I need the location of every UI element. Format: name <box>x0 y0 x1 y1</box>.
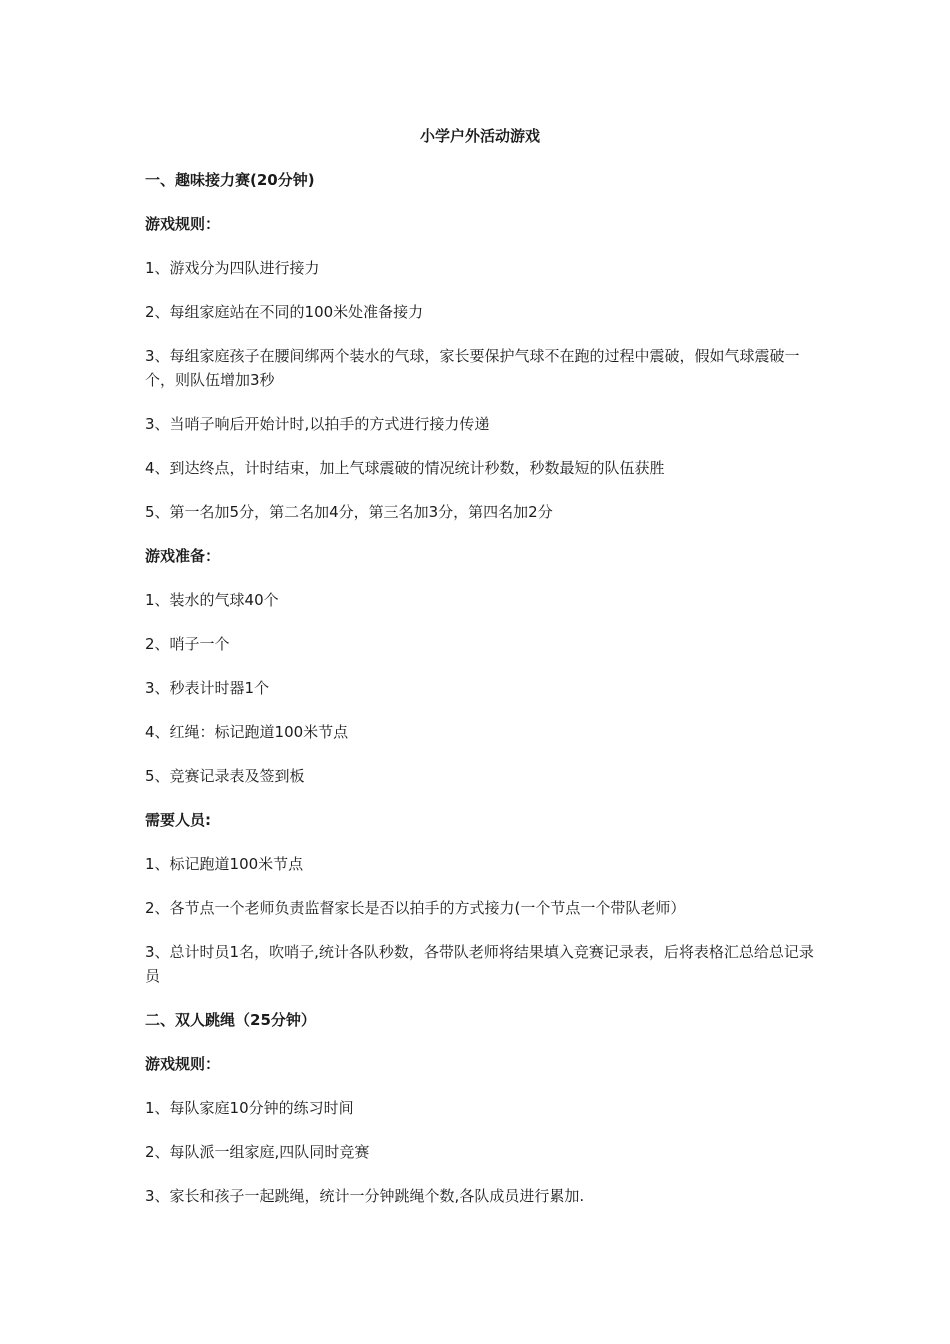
list-item: 2、每组家庭站在不同的100米处准备接力 <box>145 303 424 321</box>
list-item: 1、装水的气球40个 <box>145 591 279 609</box>
list-item: 5、竞赛记录表及签到板 <box>145 767 305 785</box>
list-item: 3、每组家庭孩子在腰间绑两个装水的气球，家长要保护气球不在跑的过程中震破，假如气球震破一个，则队伍增加3秒 <box>145 347 800 389</box>
section-heading: 一、趣味接力赛(20分钟) <box>145 171 315 189</box>
list-item: 2、哨子一个 <box>145 635 230 653</box>
list-item: 1、游戏分为四队进行接力 <box>145 259 320 277</box>
document-body <box>145 124 815 1228</box>
list-item: 2、各节点一个老师负责监督家长是否以拍手的方式接力(一个节点一个带队老师） <box>145 899 686 917</box>
list-item: 4、到达终点，计时结束，加上气球震破的情况统计秒数，秒数最短的队伍获胜 <box>145 459 665 477</box>
list-item: 3、总计时员1名，吹哨子,统计各队秒数，各带队老师将结果填入竞赛记录表，后将表格汇总给总记录员 <box>145 943 814 985</box>
section-heading: 游戏规则： <box>145 215 221 233</box>
list-item: 2、每队派一组家庭,四队同时竞赛 <box>145 1143 370 1161</box>
section-heading: 二、双人跳绳（25分钟） <box>145 1011 316 1029</box>
list-item: 5、第一名加5分，第二名加4分，第三名加3分，第四名加2分 <box>145 503 553 521</box>
list-item: 3、当哨子响后开始计时,以拍手的方式进行接力传递 <box>145 415 490 433</box>
list-item: 3、家长和孩子一起跳绳，统计一分钟跳绳个数,各队成员进行累加. <box>145 1187 585 1205</box>
document-title: 小学户外活动游戏 <box>419 127 540 145</box>
list-item: 1、每队家庭10分钟的练习时间 <box>145 1099 354 1117</box>
section-heading: 游戏准备： <box>145 547 221 565</box>
list-item: 4、红绳：标记跑道100米节点 <box>145 723 349 741</box>
section-heading: 需要人员: <box>145 811 211 829</box>
section-heading: 游戏规则： <box>145 1055 221 1073</box>
list-item: 3、秒表计时器1个 <box>145 679 270 697</box>
list-item: 1、标记跑道100米节点 <box>145 855 304 873</box>
